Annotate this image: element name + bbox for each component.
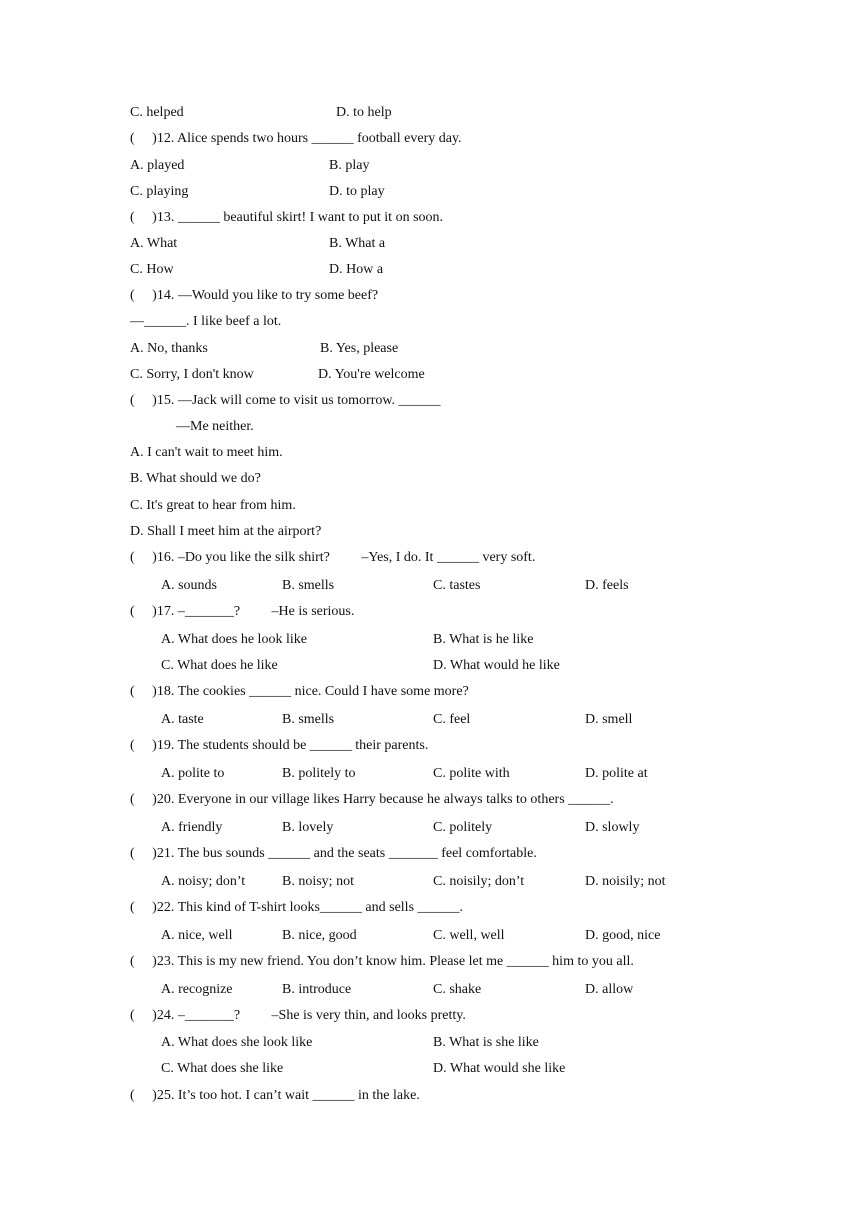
option-b: B. What should we do? (130, 471, 261, 486)
question-22: ( )22. This kind of T-shirt looks______ and sells ______. (130, 900, 464, 915)
option-d: D. feels (585, 578, 629, 593)
option-c: C. politely (433, 820, 493, 835)
option-c: C. well, well (433, 928, 505, 943)
option-b: B. lovely (282, 820, 334, 835)
option-c: C. noisily; don’t (433, 874, 525, 889)
option-b: B. nice, good (282, 928, 357, 943)
option-d: D. allow (585, 982, 634, 997)
option-a: A. noisy; don’t (161, 874, 246, 889)
option-b: B. What a (329, 236, 386, 251)
option-a: A. recognize (161, 982, 233, 997)
question-12: ( )12. Alice spends two hours ______ football every day. (130, 131, 462, 146)
option-a: A. No, thanks (130, 341, 208, 356)
option-b: B. What is she like (433, 1035, 539, 1050)
option-d: D. You're welcome (318, 367, 425, 382)
question-19: ( )19. The students should be ______ their parents. (130, 738, 429, 753)
question-16: ( )16. –Do you like the silk shirt? –Yes, I do. It ______ very soft. (130, 550, 536, 565)
question-14: ( )14. —Would you like to try some beef? (130, 288, 379, 303)
option-c: C. It's great to hear from him. (130, 498, 296, 513)
option-a: A. friendly (161, 820, 223, 835)
option-d: D. What would he like (433, 658, 560, 673)
option-b: B. introduce (282, 982, 352, 997)
option-d: D. to play (329, 184, 385, 199)
option-a: A. I can't wait to meet him. (130, 445, 283, 460)
option-c: C. Sorry, I don't know (130, 367, 254, 382)
option-d: D. Shall I meet him at the airport? (130, 524, 322, 539)
option-b: B. play (329, 158, 370, 173)
option-c: C. polite with (433, 766, 510, 781)
option-d: D. smell (585, 712, 633, 727)
option-b: B. noisy; not (282, 874, 354, 889)
dialogue-line: —______. I like beef a lot. (130, 314, 282, 329)
question-21: ( )21. The bus sounds ______ and the seats _______ feel comfortable. (130, 846, 537, 861)
option-c: C. How (130, 262, 174, 277)
option-c: C. What does he like (161, 658, 278, 673)
option-a: A. nice, well (161, 928, 233, 943)
option-b: B. politely to (282, 766, 356, 781)
option-d: D. to help (336, 105, 392, 120)
question-25: ( )25. It’s too hot. I can’t wait ______ in the lake. (130, 1088, 420, 1103)
option-a: A. What does she look like (161, 1035, 313, 1050)
option-a: A. sounds (161, 578, 218, 593)
option-d: D. noisily; not (585, 874, 666, 889)
option-a: A. played (130, 158, 185, 173)
option-c: C. helped (130, 105, 184, 120)
option-c: C. shake (433, 982, 482, 997)
option-a: A. What does he look like (161, 632, 307, 647)
question-24: ( )24. –_______? –She is very thin, and looks pretty. (130, 1008, 466, 1023)
option-c: C. feel (433, 712, 471, 727)
option-d: D. What would she like (433, 1061, 566, 1076)
option-b: B. What is he like (433, 632, 534, 647)
question-13: ( )13. ______ beautiful skirt! I want to put it on soon. (130, 210, 444, 225)
question-18: ( )18. The cookies ______ nice. Could I have some more? (130, 684, 469, 699)
option-d: D. slowly (585, 820, 640, 835)
option-d: D. How a (329, 262, 384, 277)
question-17: ( )17. –_______? –He is serious. (130, 604, 355, 619)
option-b: B. smells (282, 712, 335, 727)
question-23: ( )23. This is my new friend. You don’t know him. Please let me ______ him to you all. (130, 954, 634, 969)
option-d: D. good, nice (585, 928, 661, 943)
option-a: A. taste (161, 712, 204, 727)
option-c: C. tastes (433, 578, 481, 593)
option-c: C. What does she like (161, 1061, 284, 1076)
option-a: A. What (130, 236, 178, 251)
option-b: B. smells (282, 578, 335, 593)
option-c: C. playing (130, 184, 189, 199)
dialogue-line: —Me neither. (176, 419, 254, 434)
option-b: B. Yes, please (320, 341, 399, 356)
question-20: ( )20. Everyone in our village likes Harry because he always talks to others ______. (130, 792, 614, 807)
option-d: D. polite at (585, 766, 648, 781)
question-15: ( )15. —Jack will come to visit us tomorrow. ______ (130, 393, 441, 408)
option-a: A. polite to (161, 766, 225, 781)
